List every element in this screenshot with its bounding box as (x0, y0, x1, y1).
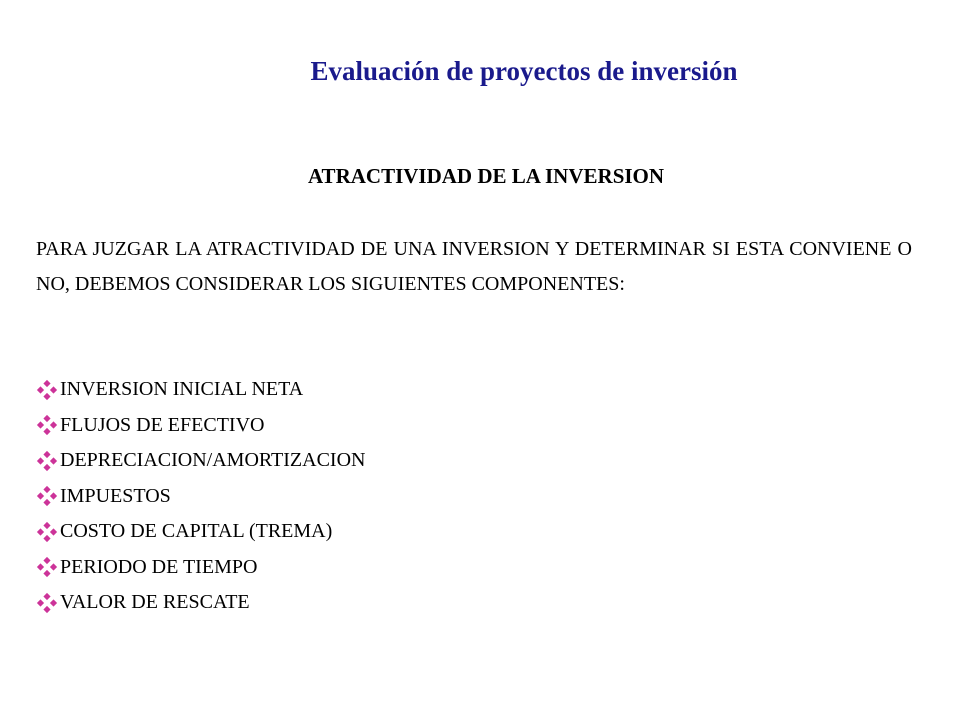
list-item-label: FLUJOS DE EFECTIVO (60, 413, 265, 436)
slide-title: Evaluación de proyectos de inversión (310, 56, 738, 86)
four-diamond-bullet-icon (36, 379, 58, 401)
four-diamond-bullet-icon (36, 414, 58, 436)
four-diamond-bullet-icon (36, 592, 58, 614)
list-item (36, 372, 365, 408)
list-item (36, 408, 365, 444)
list-item (36, 514, 365, 550)
four-diamond-bullet-icon (36, 521, 58, 543)
list-item (36, 443, 365, 479)
list-item-label: PERIODO DE TIEMPO (60, 555, 258, 578)
components-list (36, 372, 365, 621)
list-item-label: IMPUESTOS (60, 484, 171, 507)
four-diamond-bullet-icon (36, 450, 58, 472)
list-item (36, 479, 365, 515)
list-item-label: COSTO DE CAPITAL (TREMA) (60, 520, 333, 543)
list-item (36, 550, 365, 586)
four-diamond-bullet-icon (36, 556, 58, 578)
list-item-label: DEPRECIACION/AMORTIZACION (60, 449, 366, 472)
four-diamond-bullet-icon (36, 485, 58, 507)
list-item (36, 585, 365, 621)
list-item-label: VALOR DE RESCATE (60, 591, 250, 614)
section-heading: ATRACTIVIDAD DE LA INVERSION (307, 164, 665, 188)
intro-paragraph: PARA JUZGAR LA ATRACTIVIDAD DE UNA INVERSION Y DETERMINAR SI ESTA CONVIENE O NO, DEBEMOS CONSIDERAR LOS SIGUIENTES COMPONENTES: (36, 238, 912, 295)
list-item-label: INVERSION INICIAL NETA (60, 378, 304, 401)
